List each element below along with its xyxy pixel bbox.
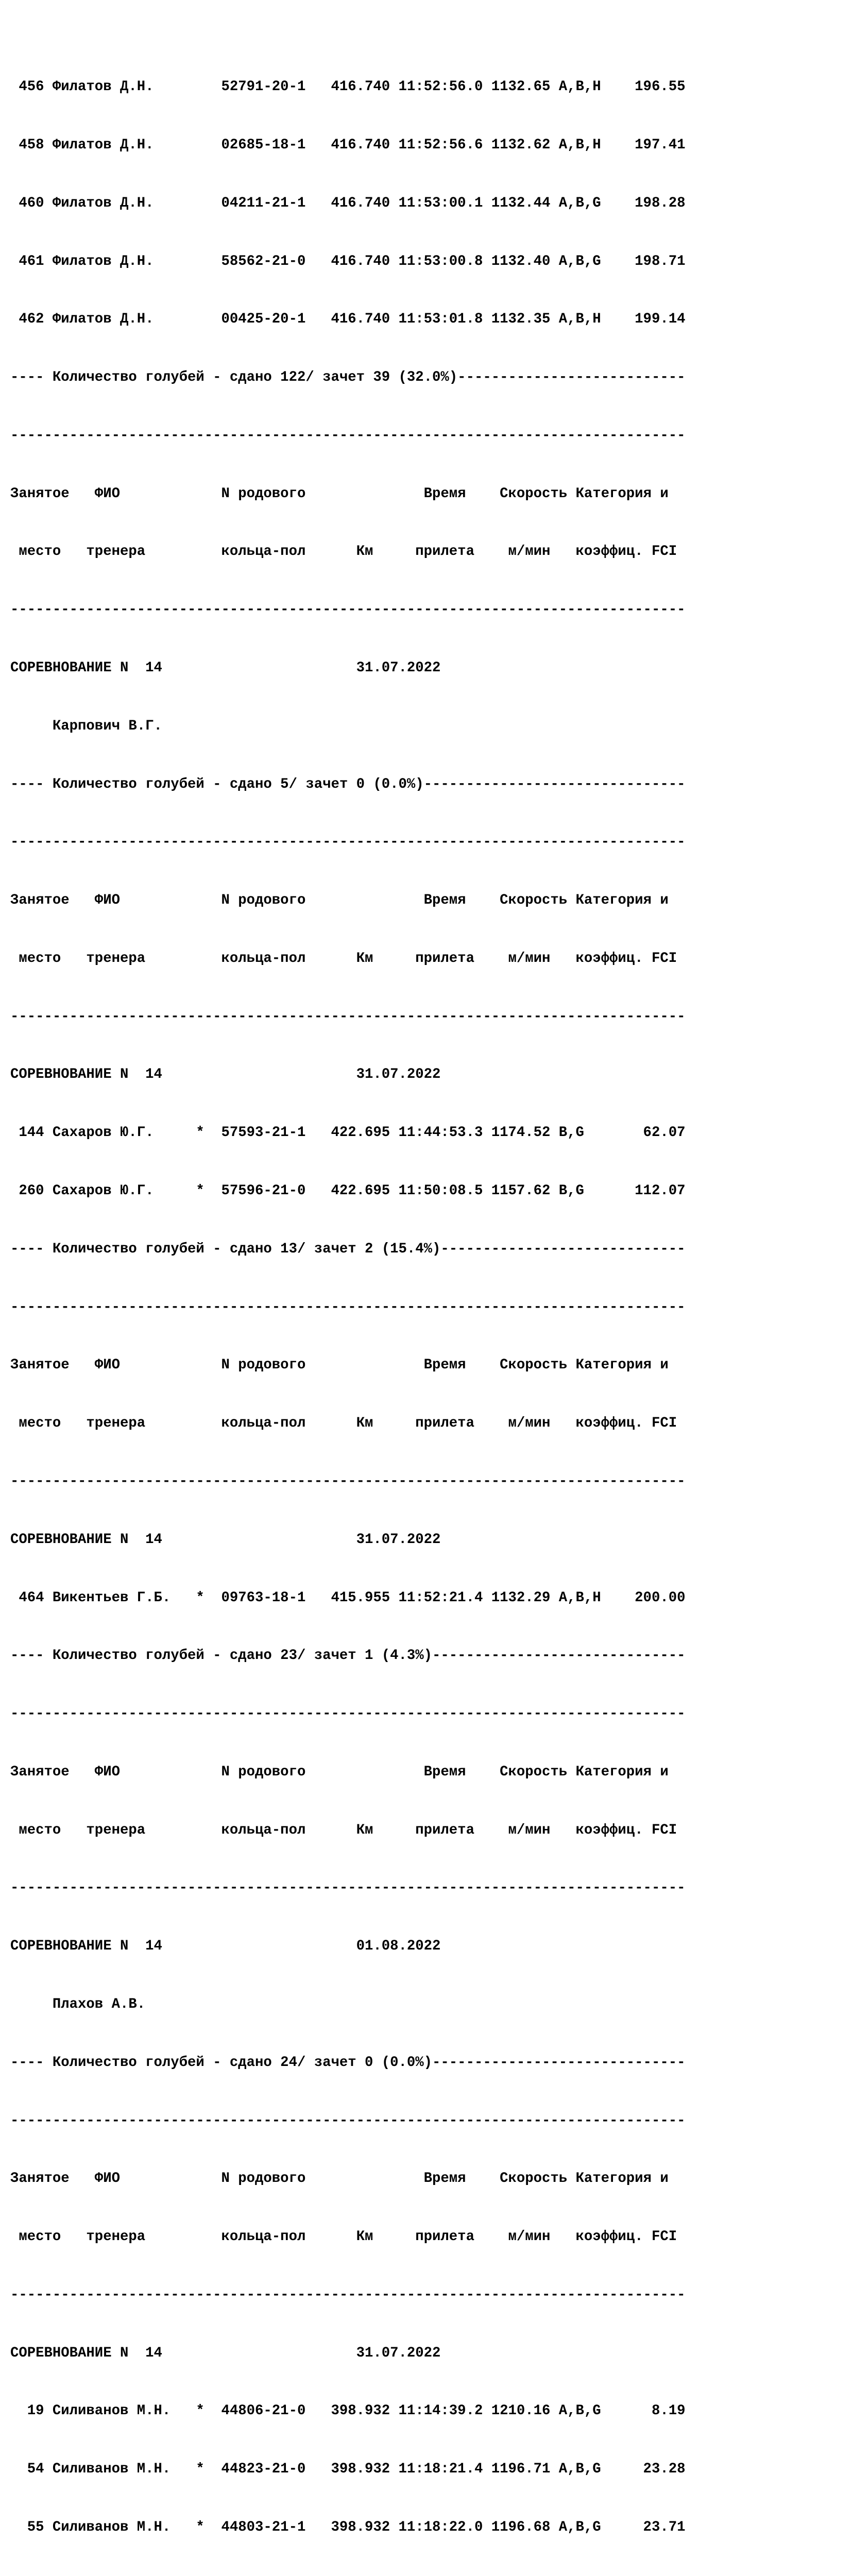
divider-line: --------------------------------------------------------------------------------: [10, 1472, 685, 1492]
divider-line: --------------------------------------------------------------------------------: [10, 1298, 685, 1317]
results-report: [10, 39, 685, 2576]
pigeon-count-summary: ---- Количество голубей - сдано 5/ зачет 0 (0.0%)-------------------------------: [10, 775, 685, 794]
competition-heading: СОРЕВНОВАНИЕ N 14 31.07.2022: [10, 2344, 685, 2363]
table-header-row-2: место тренера кольца-пол Км прилета м/мин коэффиц. FCI: [10, 542, 685, 562]
divider-line: --------------------------------------------------------------------------------: [10, 1704, 685, 1724]
result-row: 260 Сахаров Ю.Г. * 57596-21-0 422.695 11:50:08.5 1157.62 B,G 112.07: [10, 1181, 685, 1201]
trainer-name: Плахов А.В.: [10, 1995, 685, 2014]
table-header-row-1: Занятое ФИО N родового Время Скорость Категория и: [10, 2169, 685, 2189]
result-row: 456 Филатов Д.Н. 52791-20-1 416.740 11:52:56.0 1132.65 A,B,H 196.55: [10, 77, 685, 97]
competition-heading: СОРЕВНОВАНИЕ N 14 31.07.2022: [10, 658, 685, 678]
trainer-name: Карпович В.Г.: [10, 717, 685, 736]
divider-line: --------------------------------------------------------------------------------: [10, 1007, 685, 1027]
result-row: 460 Филатов Д.Н. 04211-21-1 416.740 11:53:00.1 1132.44 A,B,G 198.28: [10, 194, 685, 213]
competition-heading: СОРЕВНОВАНИЕ N 14 31.07.2022: [10, 1065, 685, 1084]
divider-line: --------------------------------------------------------------------------------: [10, 1878, 685, 1898]
table-header-row-2: место тренера кольца-пол Км прилета м/мин коэффиц. FCI: [10, 949, 685, 969]
competition-heading: СОРЕВНОВАНИЕ N 14 31.07.2022: [10, 1530, 685, 1550]
pigeon-count-summary: ---- Количество голубей - сдано 13/ зачет 2 (15.4%)-----------------------------: [10, 1240, 685, 1259]
pigeon-count-summary: ---- Количество голубей - сдано 122/ зачет 39 (32.0%)---------------------------: [10, 368, 685, 387]
table-header-row-2: место тренера кольца-пол Км прилета м/мин коэффиц. FCI: [10, 1414, 685, 1433]
result-row: 19 Силиванов М.Н. * 44806-21-0 398.932 11:14:39.2 1210.16 A,B,G 8.19: [10, 2401, 685, 2421]
table-header-row-2: место тренера кольца-пол Км прилета м/мин коэффиц. FCI: [10, 2227, 685, 2247]
table-header-row-1: Занятое ФИО N родового Время Скорость Категория и: [10, 484, 685, 504]
result-row: 144 Сахаров Ю.Г. * 57593-21-1 422.695 11:44:53.3 1174.52 B,G 62.07: [10, 1123, 685, 1143]
divider-line: --------------------------------------------------------------------------------: [10, 2285, 685, 2305]
table-header-row-1: Занятое ФИО N родового Время Скорость Категория и: [10, 891, 685, 910]
table-header-row-1: Занятое ФИО N родового Время Скорость Категория и: [10, 1762, 685, 1782]
table-header-row-1: Занятое ФИО N родового Время Скорость Категория и: [10, 1355, 685, 1375]
pigeon-count-summary: ---- Количество голубей - сдано 24/ зачет 0 (0.0%)------------------------------: [10, 2053, 685, 2073]
pigeon-count-summary: ---- Количество голубей - сдано 23/ зачет 1 (4.3%)------------------------------: [10, 1646, 685, 1666]
table-header-row-2: место тренера кольца-пол Км прилета м/мин коэффиц. FCI: [10, 1821, 685, 1840]
competition-heading: СОРЕВНОВАНИЕ N 14 01.08.2022: [10, 1937, 685, 1956]
divider-line: --------------------------------------------------------------------------------: [10, 833, 685, 852]
divider-line: --------------------------------------------------------------------------------: [10, 2111, 685, 2131]
divider-line: --------------------------------------------------------------------------------: [10, 600, 685, 620]
result-row: 458 Филатов Д.Н. 02685-18-1 416.740 11:52:56.6 1132.62 A,B,H 197.41: [10, 135, 685, 155]
result-row: 55 Силиванов М.Н. * 44803-21-1 398.932 11:18:22.0 1196.68 A,B,G 23.71: [10, 2518, 685, 2537]
result-row: 54 Силиванов М.Н. * 44823-21-0 398.932 11:18:21.4 1196.71 A,B,G 23.28: [10, 2460, 685, 2479]
result-row: 464 Викентьев Г.Б. * 09763-18-1 415.955 11:52:21.4 1132.29 A,B,H 200.00: [10, 1588, 685, 1608]
result-row: 461 Филатов Д.Н. 58562-21-0 416.740 11:53:00.8 1132.40 A,B,G 198.71: [10, 252, 685, 272]
result-row: 462 Филатов Д.Н. 00425-20-1 416.740 11:53:01.8 1132.35 A,B,H 199.14: [10, 310, 685, 329]
divider-line: --------------------------------------------------------------------------------: [10, 426, 685, 446]
